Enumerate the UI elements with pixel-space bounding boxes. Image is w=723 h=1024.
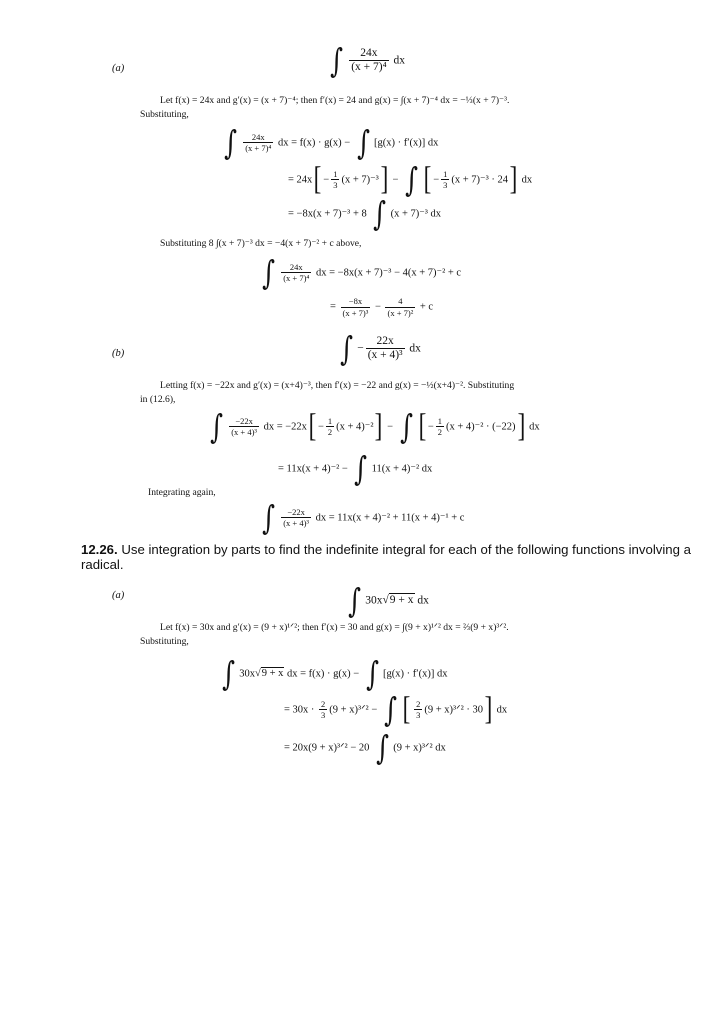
- part-b-let-text: Letting f(x) = −22x and g′(x) = (x+4)⁻³, then f′(x) = −22 and g(x) = −½(x+4)⁻². Substituting: [160, 380, 515, 391]
- part-c-eq2: = 30x · $\frac{2}{3}$ (9 + x)³ᐟ² − ∫ [ $\frac{2}{3}$ (9 + x)³ᐟ² · 30] dx: [284, 690, 508, 729]
- part-a-eq3: = −8x(x + 7)⁻³ + 8 ∫ (x + 7)⁻³ dx: [288, 194, 442, 233]
- part-a-eq2: = 24x[ − $\frac{1}{3}$ (x + 7)⁻³] − ∫ [ − $\frac{1}{3}$ (x + 7)⁻³ · 24] dx: [288, 160, 533, 199]
- integral-sign-icon: ∫: [373, 194, 387, 233]
- part-c-let-text: Let f(x) = 30x and g′(x) = (9 + x)¹ᐟ²; then f′(x) = 30 and g(x) = ∫(9 + x)¹ᐟ² dx = ⅔(9 + x)³ᐟ².: [160, 622, 509, 633]
- part-c-eq3: = 20x(9 + x)³ᐟ² − 20 ∫ (9 + x)³ᐟ² dx: [284, 728, 446, 767]
- integral-sign-icon: ∫: [365, 654, 379, 693]
- integral-sign-icon: ∫: [340, 329, 354, 368]
- sqrt-icon: √9 + x: [382, 594, 414, 607]
- part-a-result2: = $\frac{-8x}{\text{(x + 7)³}}$ − $\frac{4}{\text{(x + 7)²}}$ + c: [330, 296, 434, 318]
- part-b-eq1: ∫ $\frac{-22x}{\text{(x + 4)³}}$ dx = −22x[ − $\frac{1}{2}$ (x + 4)⁻²] − ∫ [ − $\frac{1}{2}$ (x + 4)⁻² · (−22)] dx: [210, 407, 540, 446]
- problem-fraction: $\frac{24x}{\text{(x + 7)⁴}}$: [351, 46, 387, 74]
- part-b-eq2: = 11x(x + 4)⁻² − ∫ 11(x + 4)⁻² dx: [278, 449, 433, 488]
- integral-sign-icon: ∫: [405, 160, 419, 199]
- integral-sign-icon: ∫: [330, 41, 344, 80]
- problem-12-26-text-2: radical.: [81, 557, 124, 572]
- integral-sign-icon: ∫: [210, 407, 224, 446]
- part-c-label: (a): [112, 590, 125, 601]
- integral-sign-icon: ∫: [224, 123, 238, 162]
- part-a-label: (a): [112, 63, 125, 74]
- part-a-sub2-text: Substituting 8 ∫(x + 7)⁻³ dx = −4(x + 7)⁻² + c above,: [160, 238, 362, 249]
- integral-sign-icon: ∫: [354, 449, 368, 488]
- part-b-let-text-2: in (12.6),: [140, 394, 176, 405]
- part-b-problem: ∫ − $\frac{22x}{\text{(x + 4)³}}$ dx: [340, 329, 421, 368]
- integral-sign-icon: ∫: [376, 728, 390, 767]
- part-b-again: Integrating again,: [148, 487, 216, 498]
- part-b-label: (b): [112, 348, 125, 359]
- part-a-problem: ∫ $\frac{24x}{\text{(x + 7)⁴}}$ dx: [330, 41, 405, 80]
- integral-sign-icon: ∫: [222, 654, 236, 693]
- part-a-let-text: Let f(x) = 24x and g′(x) = (x + 7)⁻⁴; then f′(x) = 24 and g(x) = ∫(x + 7)⁻⁴ dx = −⅓(x + 7)⁻³.: [160, 95, 510, 106]
- part-c-eq1: ∫ 30x√9 + x dx = f(x) · g(x) − ∫ [g(x) · f′(x)] dx: [222, 654, 448, 693]
- part-c-problem: ∫ 30x√9 + x dx: [348, 581, 429, 620]
- part-a-substituting: Substituting,: [140, 109, 189, 120]
- integral-sign-icon: ∫: [262, 253, 276, 292]
- problem-12-26-text: 12.26. Use integration by parts to find the indefinite integral for each of the following functions involving a: [81, 542, 691, 557]
- integral-sign-icon: ∫: [399, 407, 413, 446]
- integral-sign-icon: ∫: [262, 498, 276, 537]
- integral-sign-icon: ∫: [348, 581, 362, 620]
- sqrt-icon: √9 + x: [254, 668, 284, 680]
- part-a-eq1: ∫ $\frac{24x}{\text{(x + 7)⁴}}$ dx = f(x) · g(x) − ∫ [g(x) · f′(x)] dx: [224, 123, 439, 162]
- part-b-result: ∫ $\frac{-22x}{\text{(x + 4)³}}$ dx = 11x(x + 4)⁻² + 11(x + 4)⁻¹ + c: [262, 498, 465, 537]
- part-a-result1: ∫ $\frac{24x}{\text{(x + 7)⁴}}$ dx = −8x(x + 7)⁻³ − 4(x + 7)⁻² + c: [262, 253, 462, 292]
- part-c-substituting: Substituting,: [140, 636, 189, 647]
- integral-sign-icon: ∫: [356, 123, 370, 162]
- integral-sign-icon: ∫: [384, 690, 397, 729]
